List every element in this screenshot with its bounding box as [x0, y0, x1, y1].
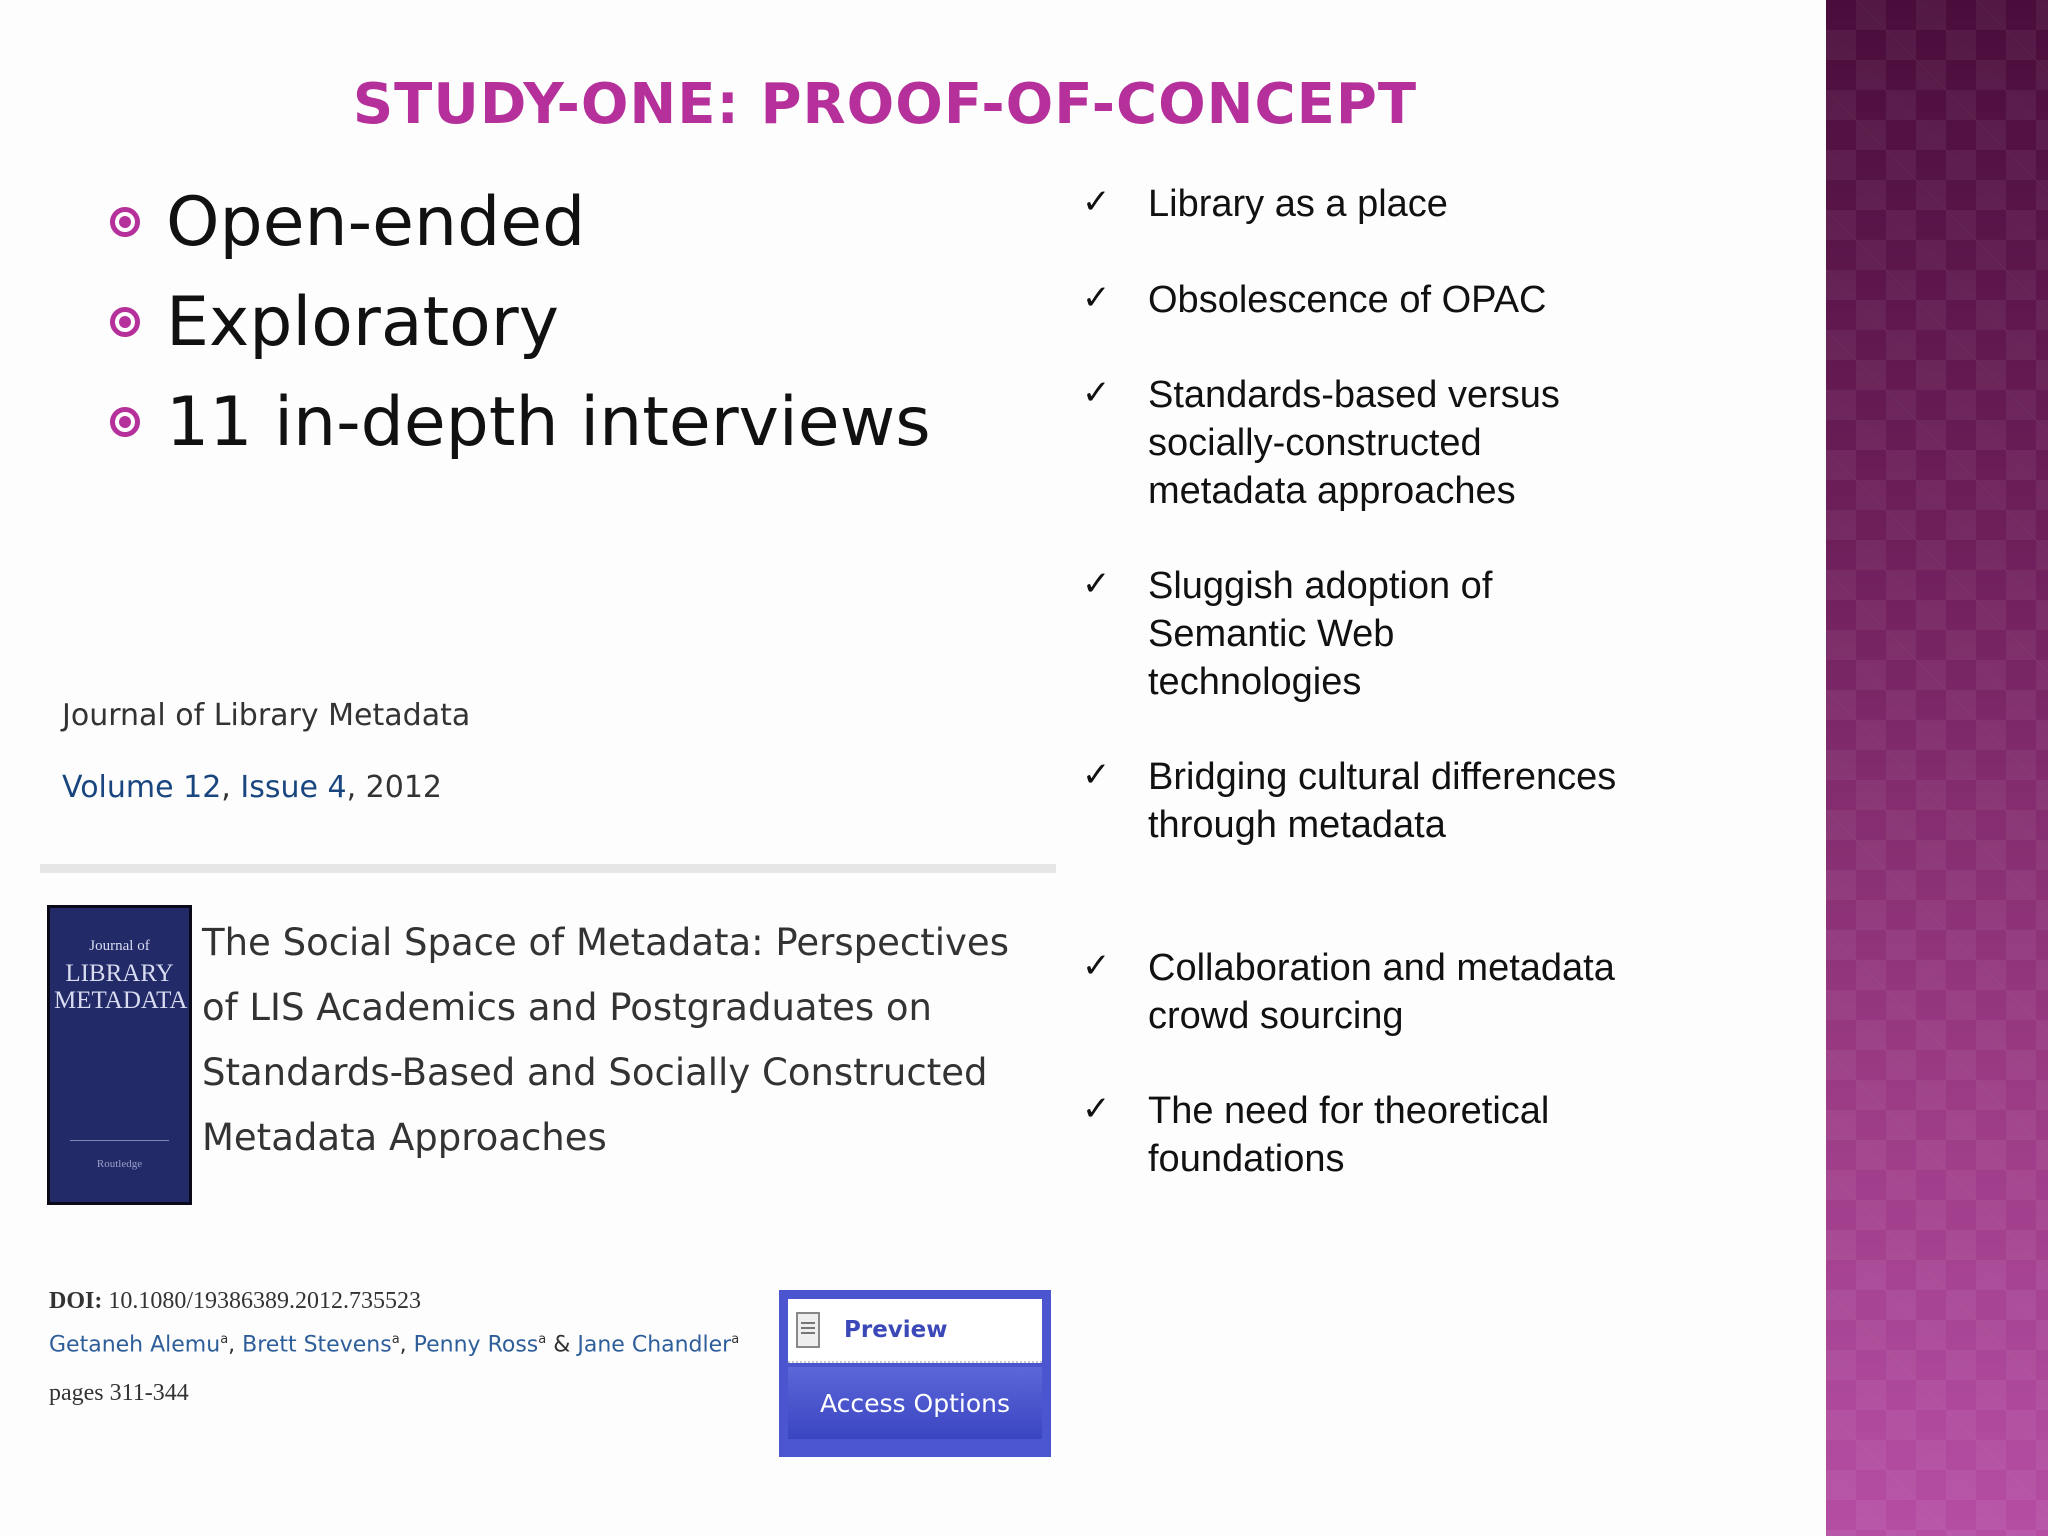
bullet-item: [110, 272, 931, 372]
affiliation-mark: a: [731, 1332, 740, 1347]
checkmark-icon: ✓: [1082, 278, 1111, 318]
checklist-text: Collaboration and metadata crowd sourcing: [1148, 947, 1615, 1037]
radio-bullet-icon: [110, 407, 140, 437]
journal-cover-image: [47, 905, 192, 1205]
checklist-item: [1082, 180, 1618, 228]
author-link[interactable]: Brett Stevens: [242, 1332, 392, 1358]
checklist-item: [1082, 1087, 1618, 1183]
checklist-text: Standards-based versus socially-constructed metadata approaches: [1148, 374, 1560, 512]
cover-pre-title: Journal of: [89, 938, 150, 954]
author-link[interactable]: Penny Ross: [413, 1332, 539, 1358]
doi-value: 10.1080/19386389.2012.735523: [108, 1288, 422, 1314]
access-options-button[interactable]: Access Options: [788, 1367, 1042, 1439]
divider: [40, 864, 1056, 873]
cover-rule: [70, 1140, 169, 1141]
checklist-text: Library as a place: [1148, 183, 1448, 225]
checklist-item: [1082, 753, 1618, 849]
affiliation-mark: a: [391, 1332, 400, 1347]
cover-publisher-logo: Routledge: [96, 1158, 143, 1170]
checkmark-icon: ✓: [1082, 373, 1111, 413]
volume-link[interactable]: Volume 12: [62, 770, 222, 805]
volume-year: 2012: [365, 770, 443, 805]
preview-label: Preview: [844, 1317, 948, 1343]
author-link[interactable]: Getaneh Alemu: [49, 1332, 221, 1358]
doi-label: DOI:: [49, 1288, 103, 1314]
bullet-item: [110, 372, 931, 472]
volume-issue-line: Volume 12, Issue 4, 2012: [62, 770, 443, 805]
checkmark-icon: ✓: [1082, 946, 1111, 986]
cover-title: LIBRARY METADATA: [54, 960, 188, 1014]
author-list: Getaneh Alemu$^a$, Brett Stevens$^a$, Penny Ross$^a$ & Jane Chandler$^a$: [49, 1332, 740, 1358]
slide-title: STUDY-ONE: PROOF-OF-CONCEPT: [352, 72, 1418, 137]
journal-name: Journal of Library Metadata: [62, 698, 471, 733]
document-icon: [796, 1312, 820, 1348]
access-panel: [779, 1290, 1051, 1457]
checklist-item: [1082, 944, 1618, 1040]
checklist-text: Sluggish adoption of Semantic Web technologies: [1148, 565, 1493, 703]
pages-range: pages 311-344: [49, 1380, 189, 1406]
decorative-side-panel: [1826, 0, 2048, 1536]
journal-article-screenshot: [40, 690, 1055, 1470]
affiliation-mark: a: [220, 1332, 229, 1347]
preview-button[interactable]: [788, 1299, 1042, 1363]
article-title: The Social Space of Metadata: Perspectives of LIS Academics and Postgraduates on Standards-Based and Socially Constructed Metadata Approaches: [202, 921, 1009, 1159]
checkmark-icon: ✓: [1082, 182, 1111, 222]
checklist-item: [1082, 562, 1618, 706]
bullet-text: 11 in-depth interviews: [166, 382, 931, 462]
checkmark-icon: ✓: [1082, 755, 1111, 795]
bullet-text: Open-ended: [166, 182, 586, 262]
bullet-list: [110, 172, 931, 472]
affiliation-mark: a: [538, 1332, 547, 1347]
checklist-text: Bridging cultural differences through metadata: [1148, 756, 1617, 846]
checklist-item: [1082, 371, 1618, 515]
checklist-text: The need for theoretical foundations: [1148, 1090, 1550, 1180]
checkmark-icon: ✓: [1082, 564, 1111, 604]
bullet-item: [110, 172, 931, 272]
radio-bullet-icon: [110, 207, 140, 237]
bullet-text: Exploratory: [166, 282, 559, 362]
checklist-text: Obsolescence of OPAC: [1148, 279, 1547, 321]
author-link[interactable]: Jane Chandler: [577, 1332, 732, 1358]
issue-link[interactable]: Issue 4: [240, 770, 347, 805]
radio-bullet-icon: [110, 307, 140, 337]
checkmark-icon: ✓: [1082, 1089, 1111, 1129]
checklist-item: [1082, 276, 1618, 324]
doi-line: [49, 1288, 421, 1315]
